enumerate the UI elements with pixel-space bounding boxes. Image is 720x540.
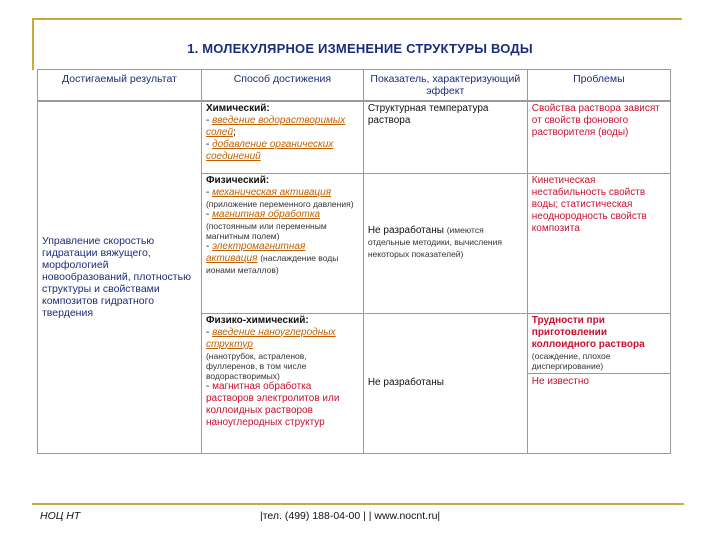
problems-note: (осаждение, плохое диспергирование)	[531, 350, 611, 371]
problems-text: Не известно	[528, 373, 670, 388]
method-title: Физический:	[205, 174, 270, 186]
method-cell-physical	[201, 173, 363, 313]
method-item: - электромагнитная активация (наслаждение воды ионами металлов)	[205, 240, 339, 275]
problems-text: Трудности при приготовлении коллоидного раствора	[531, 314, 645, 350]
indicator-cell: Не разработаны (имеются отдельные методики, вычисления некоторых показателей)	[363, 173, 527, 313]
frame-left-line	[32, 18, 34, 70]
problems-cell: Свойства раствора зависят от свойств фонового растворителя (воды)	[527, 101, 670, 173]
method-item: - магнитная обработка растворов электролитов или коллоидных растворов наноуглеродных структур	[205, 380, 340, 428]
frame-top-line	[34, 18, 682, 20]
page-title: 1. МОЛЕКУЛЯРНОЕ ИЗМЕНЕНИЕ СТРУКТУРЫ ВОДЫ	[187, 41, 533, 56]
footer-divider	[32, 503, 684, 505]
header-indicator: Показатель, характеризующий эффект	[363, 70, 527, 102]
problems-cell: Кинетическая нестабильность свойств воды; статистическая неоднородность свойств композита	[527, 173, 670, 313]
indicator-cell: Не разработаны	[363, 313, 527, 453]
problems-cell	[527, 313, 670, 453]
header-method: Способ достижения	[201, 70, 363, 102]
table-row	[38, 101, 671, 173]
method-note: (нанотрубок, астраленов, фуллеренов, в том числе водорастворимых)	[205, 350, 307, 381]
result-cell: Управление скоростью гидратации вяжущего, морфологией новообразований, плотностью структуры и свойствами композитов гидратного твердения	[38, 101, 202, 453]
method-note: (приложение переменного давления)	[205, 198, 354, 209]
footer-org: НОЦ НТ	[40, 510, 81, 522]
method-item: - введение наноуглеродных структур	[205, 326, 336, 350]
footer-contacts: |тел. (499) 188-04-00 | | www.nocnt.ru|	[260, 510, 441, 522]
structure-table	[37, 69, 671, 454]
method-cell-physchem	[201, 313, 363, 453]
table-header-row	[38, 70, 671, 102]
method-cell-chemical	[201, 101, 363, 173]
header-result: Достигаемый результат	[38, 70, 202, 102]
method-title: Физико-химический:	[205, 314, 309, 326]
method-title: Химический:	[205, 103, 270, 114]
method-item: - введение водорастворимых солей;	[205, 115, 346, 138]
method-item: - механическая активация	[205, 186, 332, 198]
method-item: - добавление органических соединений	[205, 139, 334, 162]
method-note: (постоянным или переменным магнитным полем)	[205, 220, 327, 241]
header-problems: Проблемы	[527, 70, 670, 102]
method-item: - магнитная обработка	[205, 208, 321, 220]
indicator-cell: Структурная температура раствора	[363, 101, 527, 173]
